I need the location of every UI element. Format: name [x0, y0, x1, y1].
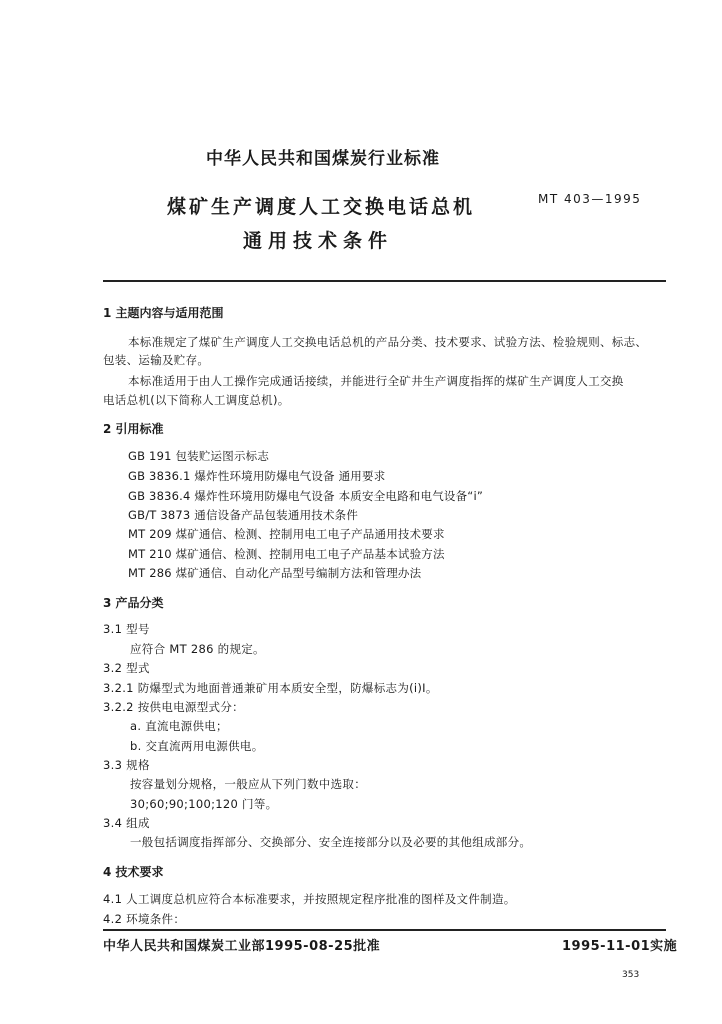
approval-date: 中华人民共和国煤炭工业部1995-08-25批准	[103, 939, 381, 954]
section-1-para1-line2: 包装、运输及贮存。	[103, 353, 210, 367]
section-3-2-2-item-a: a. 直流电源供电；	[130, 719, 228, 733]
section-4-2-heading: 4.2 环境条件：	[103, 912, 186, 926]
section-4-heading: 4 技术要求	[103, 865, 164, 879]
reference-item: MT 210 煤矿通信、检测、控制用电工电子产品基本试验方法	[128, 547, 445, 561]
section-3-2-2-heading: 3.2.2 按供电电源型式分：	[103, 700, 244, 714]
section-3-2-2-item-b: b. 交直流两用电源供电。	[130, 739, 264, 753]
section-4-1-text: 4.1 人工调度总机应符合本标准要求，并按照规定程序批准的图样及文件制造。	[103, 892, 516, 906]
section-1-para2-line1: 本标准适用于由人工操作完成通话接续，并能进行全矿井生产调度指挥的煤矿生产调度人工交换	[128, 374, 624, 388]
standard-org-title: 中华人民共和国煤炭行业标准	[206, 149, 440, 169]
effective-date: 1995-11-01实施	[562, 939, 678, 954]
section-1-para2-line2: 电话总机(以下简称人工调度总机)。	[103, 393, 290, 407]
section-3-4-heading: 3.4 组成	[103, 816, 150, 830]
document-title-line2: 通用技术条件	[243, 230, 394, 252]
section-3-3-line1: 按容量划分规格，一般应从下列门数中选取：	[130, 777, 366, 791]
section-3-3-heading: 3.3 规格	[103, 758, 150, 772]
section-1-heading: 1 主题内容与适用范围	[103, 306, 224, 320]
reference-item: GB 191 包装贮运图示标志	[128, 449, 270, 463]
section-3-2-heading: 3.2 型式	[103, 661, 150, 675]
section-3-4-text: 一般包括调度指挥部分、交换部分、安全连接部分以及必要的其他组成部分。	[130, 835, 532, 849]
section-3-1-heading: 3.1 型号	[103, 622, 150, 636]
document-title-line1: 煤矿生产调度人工交换电话总机	[167, 196, 476, 218]
section-3-2-1-text: 3.2.1 防爆型式为地面普通兼矿用本质安全型，防爆标志为(i)I。	[103, 681, 438, 695]
reference-item: MT 286 煤矿通信、自动化产品型号编制方法和管理办法	[128, 566, 422, 580]
section-2-heading: 2 引用标准	[103, 422, 164, 436]
header-rule	[103, 280, 666, 282]
footer-rule	[103, 929, 666, 931]
reference-item: GB 3836.1 爆炸性环境用防爆电气设备 通用要求	[128, 469, 386, 483]
standard-code: MT 403—1995	[538, 192, 642, 206]
section-1-para1-line1: 本标准规定了煤矿生产调度人工交换电话总机的产品分类、技术要求、试验方法、检验规则、标志、	[128, 335, 648, 349]
section-3-1-text: 应符合 MT 286 的规定。	[130, 642, 265, 656]
section-3-3-line2: 30;60;90;100;120 门等。	[130, 797, 278, 811]
reference-item: GB/T 3873 通信设备产品包装通用技术条件	[128, 508, 359, 522]
page-number: 353	[622, 970, 640, 980]
reference-item: MT 209 煤矿通信、检测、控制用电工电子产品通用技术要求	[128, 527, 445, 541]
reference-item: GB 3836.4 爆炸性环境用防爆电气设备 本质安全电路和电气设备“i”	[128, 489, 484, 503]
section-3-heading: 3 产品分类	[103, 596, 164, 610]
